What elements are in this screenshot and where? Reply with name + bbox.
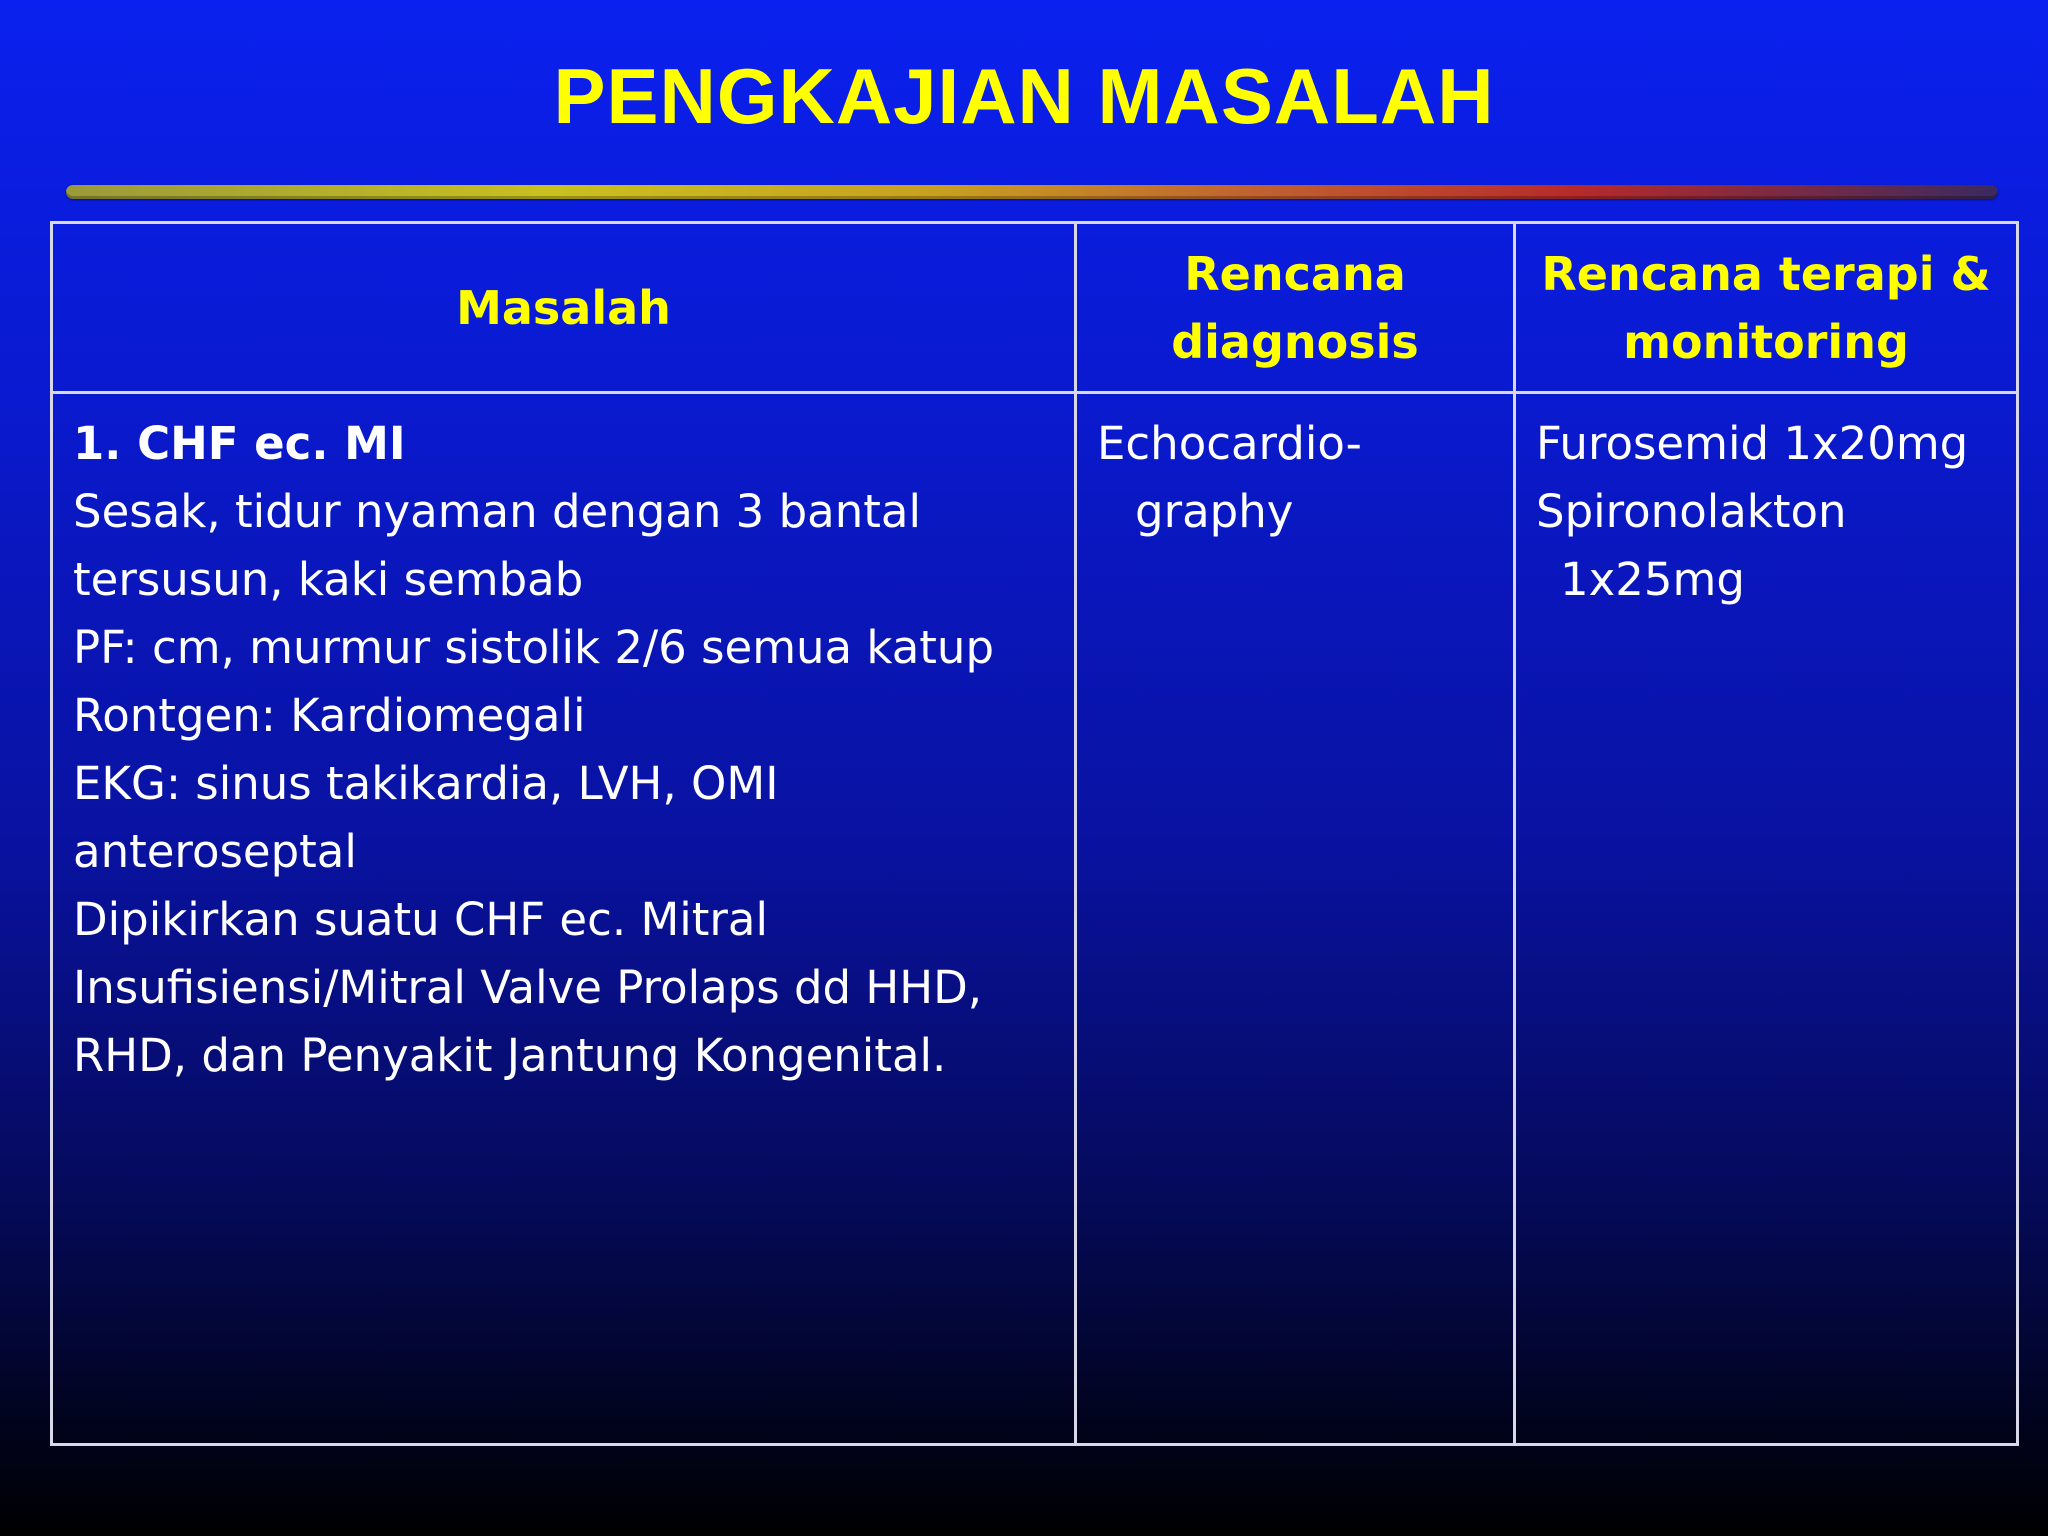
table-row <box>52 393 2018 1445</box>
terapi-line: 1x25mg <box>1560 553 1745 606</box>
problem-table <box>50 221 2019 1446</box>
header-masalah <box>52 223 1076 393</box>
masalah-line: anteroseptal <box>73 825 357 878</box>
table-header-row <box>52 223 2018 393</box>
masalah-line: Dipikirkan suatu CHF ec. Mitral <box>73 893 768 946</box>
cell-masalah <box>52 393 1076 1445</box>
header-masalah-label: Masalah <box>456 280 671 335</box>
diagnosis-line: Echocardio- <box>1097 417 1362 470</box>
header-rencana-diagnosis <box>1076 223 1515 393</box>
masalah-line: RHD, dan Penyakit Jantung Kongenital. <box>73 1029 947 1082</box>
masalah-line: EKG: sinus takikardia, LVH, OMI <box>73 757 779 810</box>
masalah-line: tersusun, kaki sembab <box>73 553 584 606</box>
header-terapi-line-2: monitoring <box>1623 314 1909 369</box>
masalah-line: Sesak, tidur nyaman dengan 3 bantal <box>73 485 921 538</box>
header-rencana-terapi <box>1515 223 2018 393</box>
masalah-line: Rontgen: Kardiomegali <box>73 689 586 742</box>
masalah-line: PF: cm, murmur sistolik 2/6 semua katup <box>73 621 995 674</box>
header-diagnosis-line-1: Rencana <box>1184 246 1406 301</box>
title-divider <box>66 185 1998 199</box>
masalah-heading: 1. CHF ec. MI <box>73 417 406 470</box>
masalah-line: Insufisiensi/Mitral Valve Prolaps dd HHD, <box>73 961 983 1014</box>
cell-rencana-diagnosis <box>1076 393 1515 1445</box>
header-diagnosis-line-2: diagnosis <box>1171 314 1419 369</box>
slide-title: PENGKAJIAN MASALAH <box>553 52 1495 140</box>
cell-rencana-terapi <box>1515 393 2018 1445</box>
terapi-line: Spironolakton <box>1536 485 1847 538</box>
header-terapi-line-1: Rencana terapi & <box>1541 246 1991 301</box>
diagnosis-line: graphy <box>1135 485 1294 538</box>
terapi-line: Furosemid 1x20mg <box>1536 417 1969 470</box>
